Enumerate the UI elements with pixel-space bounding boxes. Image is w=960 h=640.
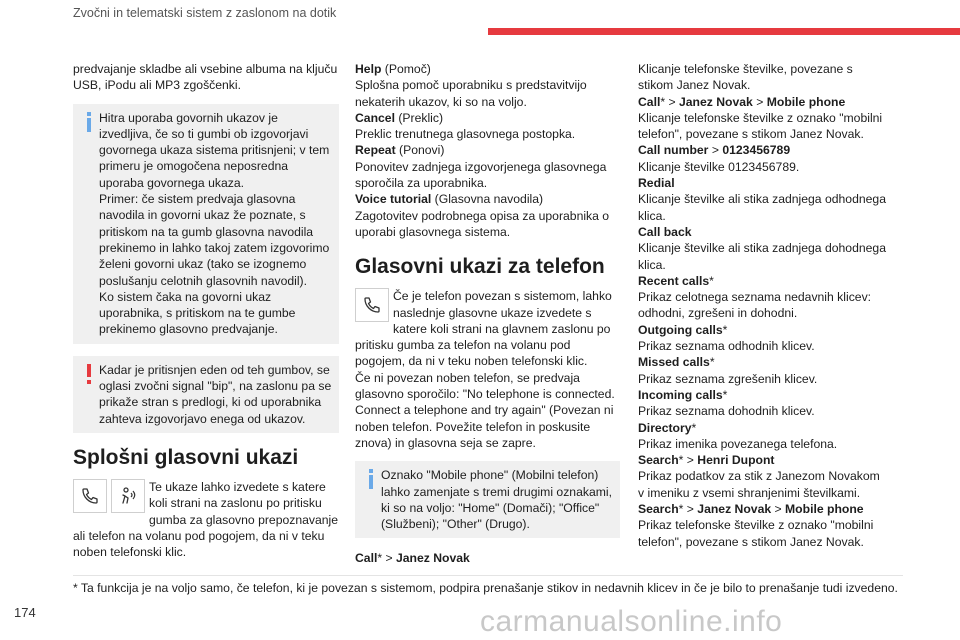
warning-note xyxy=(73,356,339,433)
command-name: Voice tutorial xyxy=(355,192,432,207)
general-body: Te ukaze lahko izvedete s katere koli strani na zaslonu po pritisku gumba za glasovno prepoznavanje ali telefon na volanu pod pogojem, da ni v teku noben telefonski klic. xyxy=(73,479,339,560)
phone-icon xyxy=(355,288,389,322)
column-3 xyxy=(638,61,888,550)
header-accent-bar xyxy=(488,28,960,35)
command-part: > xyxy=(708,143,723,158)
command-part: * xyxy=(709,273,714,288)
cmd-contact: Janez Novak xyxy=(396,551,470,566)
cmd-call: Call xyxy=(355,551,378,566)
info-note-p2: Primer: če sistem predvaja glasovna navodila in govorni ukaz že poznate, s pritiskom na ta gumb glasovna navodila prekinemo in lahko takoj zatem izgovorimo želeni govorni ukaz (tako se izognemo poslušanju celotnih glasovnih navodil). xyxy=(99,192,330,288)
command-part: Janez Novak xyxy=(679,94,753,109)
command-description: Splošna pomoč uporabniku s predstavitvijo nekaterih ukazov, ki so na voljo. xyxy=(355,78,587,109)
phone-icon xyxy=(73,479,107,513)
command-part: * xyxy=(709,355,715,370)
info-note-p3: Ko sistem čaka na govorni ukaz uporabnika, s pritiskom na te gumbe prekinemo glasovno predvajanje. xyxy=(99,289,296,337)
command-description: Preklic trenutnega glasovnega postopka. xyxy=(355,127,576,142)
command-description: Ponovitev zadnjega izgovorjenega glasovnega sporočila za uporabnika. xyxy=(355,159,607,191)
phone-command-description: Prikaz imenika povezanega telefona. xyxy=(638,436,838,451)
command-part: Mobile phone xyxy=(785,502,864,517)
info-note-phone xyxy=(355,461,620,538)
phone-command-description: Prikaz seznama zgrešenih klicev. xyxy=(638,371,818,386)
command-entry xyxy=(355,61,620,77)
command-name: Help xyxy=(355,62,382,76)
command-entry xyxy=(355,142,620,158)
command-part: Missed calls xyxy=(638,355,710,370)
phone-command xyxy=(638,452,888,468)
icon-row-phone xyxy=(355,288,389,322)
info-note xyxy=(73,104,339,344)
command-part: Call back xyxy=(638,224,692,239)
section-heading-general: Splošni glasovni ukazi xyxy=(73,445,299,469)
command-translation: (Preklic) xyxy=(394,110,444,125)
warning-icon xyxy=(81,364,97,384)
page-number: 174 xyxy=(14,605,36,620)
command-translation: (Pomoč) xyxy=(381,62,431,76)
phone-command xyxy=(638,420,888,436)
phone-command-list xyxy=(638,94,888,550)
phone-command-description: Prikaz seznama dohodnih klicev. xyxy=(638,404,815,419)
phone-command-description: Prikaz podatkov za stik z Janezom Novakom v imeniku z vsemi shranjenimi številkami. xyxy=(638,469,880,500)
command-part: Outgoing calls xyxy=(638,322,723,337)
command-part: Janez Novak xyxy=(697,502,772,517)
phone-command-description: Prikaz telefonske številke z oznako "mobilni telefon", povezane s stikom Janez Novak. xyxy=(638,518,874,549)
phone-command-description: Prikaz seznama odhodnih klicev. xyxy=(638,339,815,354)
command-part: * xyxy=(722,322,728,337)
phone-command xyxy=(638,501,888,517)
command-name: Repeat xyxy=(355,143,396,158)
command-part: Search xyxy=(638,502,679,517)
command-part: Call number xyxy=(638,143,709,158)
command-translation: (Ponovi) xyxy=(395,143,445,158)
phone-command xyxy=(638,224,888,240)
column-2 xyxy=(355,61,620,567)
phone-body-1: Če je telefon povezan s sistemom, lahko naslednje glasovne ukaze izvedete s katere koli strani na glavnem zaslonu po pritisku gumba za telefon na volanu pod pogojem, da ni v teku noben telefonski klic. xyxy=(355,289,612,369)
last-command xyxy=(355,550,620,566)
command-part: Search xyxy=(638,453,679,468)
column-1 xyxy=(73,61,339,560)
command-part: * > xyxy=(678,453,698,468)
command-part: Incoming calls xyxy=(638,387,723,402)
command-part: * > xyxy=(678,502,698,517)
cmd-star: * xyxy=(377,551,383,566)
command-part: Call xyxy=(638,94,661,109)
footnote: * Ta funkcija je na voljo samo, če telefon, ki je povezan s sistemom, podpira prenašanje stikov in nedavnih klicev in če je bilo to prenašanje tudi izvedeno. xyxy=(73,581,898,595)
intro-text: predvajanje skladbe ali vsebine albuma na ključu USB, iPodu ali MP3 zgoščenki. xyxy=(73,62,338,93)
command-name: Cancel xyxy=(355,110,395,125)
command-entry xyxy=(355,191,620,207)
phone-body-2: Če ni povezan noben telefon, se predvaja glasovno sporočilo: "No telephone is connected. Connect a telephone and try again" (Povezan ni noben telefon. Povežite telefon in poskusite znova) in glasovna seja se zapre. xyxy=(355,370,615,450)
header-title: Zvočni in telematski sistem z zaslonom na dotik xyxy=(73,6,337,20)
footnote-rule xyxy=(73,575,903,576)
warning-note-text: Kadar je pritisnjen eden od teh gumbov, se oglasi zvočni signal "bip", na zaslonu pa se prikaže stran s predlogi, ki od uporabnika zahteva izgovorjavo enega od ukazov. xyxy=(99,362,332,426)
col3-lead: Klicanje telefonske številke, povezane s stikom Janez Novak. xyxy=(638,62,853,93)
command-part: > xyxy=(771,502,786,517)
command-part: Mobile phone xyxy=(766,94,846,109)
section-heading-phone: Glasovni ukazi za telefon xyxy=(355,255,605,279)
watermark: carmanualsonline.info xyxy=(480,605,783,638)
info-icon xyxy=(363,469,379,489)
command-part: 0123456789 xyxy=(722,143,791,158)
command-entry xyxy=(355,110,620,126)
phone-command xyxy=(638,175,888,191)
command-part: Recent calls xyxy=(638,273,710,288)
icon-row xyxy=(73,479,145,513)
command-description: Zagotovitev podrobnega opisa za uporabnika o uporabi glasovnega sistema. xyxy=(355,208,610,239)
phone-command xyxy=(638,354,888,370)
command-part: > xyxy=(752,94,767,109)
command-part: * xyxy=(691,420,697,435)
phone-command xyxy=(638,273,888,289)
command-list xyxy=(355,61,620,240)
phone-command-description: Klicanje telefonske številke z oznako "mobilni telefon", povezane s stikom Janez Novak. xyxy=(638,110,883,142)
command-part: Directory xyxy=(638,420,692,435)
phone-command xyxy=(638,322,888,338)
info-icon xyxy=(81,112,97,132)
command-part: * > xyxy=(660,94,679,109)
info-note-p1: Hitra uporaba govornih ukazov je izvedljiva, če so ti gumbi ob izgovorjavi govornega ukaza sistema pritisnjeni; v tem primeru je omogočena neposredna uporaba govornega ukaza. xyxy=(99,110,330,190)
cmd-sep: > xyxy=(382,551,396,566)
command-translation: (Glasovna navodila) xyxy=(431,192,544,207)
phone-command-description: Prikaz celotnega seznama nedavnih klicev: odhodni, zgrešeni in dohodni. xyxy=(638,290,872,321)
command-part: * xyxy=(722,387,728,402)
voice-command-icon xyxy=(111,479,145,513)
phone-command xyxy=(638,142,888,158)
phone-command-description: Klicanje številke ali stika zadnjega dohodnega klica. xyxy=(638,241,886,272)
command-part: Henri Dupont xyxy=(697,453,775,468)
phone-command xyxy=(638,387,888,403)
info-note-phone-text: Oznako "Mobile phone" (Mobilni telefon) lahko zamenjate s tremi drugimi oznakami, ki so na voljo: "Home" (Domači); "Office" (Službeni); "Other" (Drugo). xyxy=(381,468,612,532)
phone-command xyxy=(638,94,888,110)
command-part: Redial xyxy=(638,176,675,191)
phone-command-description: Klicanje številke 0123456789. xyxy=(638,159,800,174)
phone-command-description: Klicanje številke ali stika zadnjega odhodnega klica. xyxy=(638,192,886,223)
